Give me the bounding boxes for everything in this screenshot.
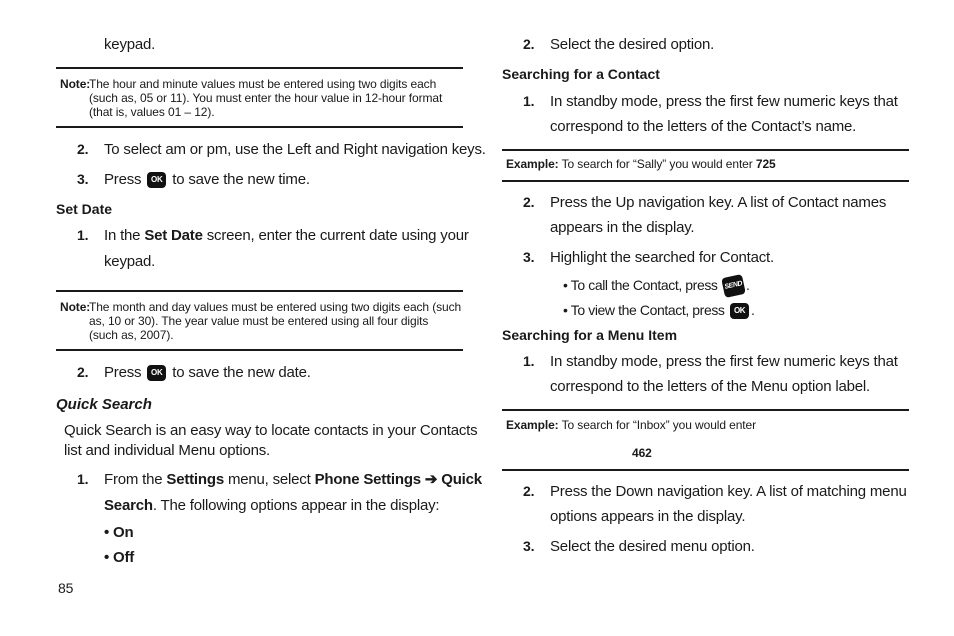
ok-key-icon: OK — [147, 365, 166, 381]
example1-bottom-rule — [502, 180, 909, 182]
note2-label: Note: — [60, 300, 91, 314]
line2: correspond to the letters of the Menu option label. — [550, 378, 871, 395]
note1 — [60, 77, 462, 119]
step-text-post: to save the new time. — [172, 171, 310, 188]
step-text: Select the desired menu option. — [550, 538, 755, 555]
set-date-step-2 — [77, 360, 311, 385]
step-text-pre: In the — [104, 227, 141, 244]
bullet-text: To call the Contact, press — [570, 277, 718, 293]
page-number: 85 — [58, 580, 74, 596]
step-number: 1. — [77, 227, 89, 243]
step-text-post: screen, enter the current date using your — [206, 227, 469, 244]
option-off: • Off — [104, 549, 135, 566]
ok-key-icon: OK — [147, 172, 166, 188]
contact-step-3 — [523, 245, 774, 270]
searching-contact-heading: Searching for a Contact — [502, 66, 660, 82]
quick-search-intro — [64, 421, 477, 461]
example1-label: Example: — [506, 157, 559, 171]
step-number: 2. — [523, 483, 535, 499]
set-date-step-1 — [77, 223, 469, 270]
example2-top-rule — [502, 409, 909, 411]
note1-line3: (that is, values 01 – 12). — [89, 105, 215, 119]
line2: appears in the display. — [550, 219, 695, 236]
quick-search-heading: Quick Search — [56, 396, 152, 413]
ok-key-icon: OK — [730, 303, 749, 319]
line1: Press the Up navigation key. A list of Contact names — [550, 194, 887, 211]
phone-settings-path: Phone Settings ➔ Quick — [314, 471, 482, 488]
bullet-view-contact: • To view the Contact, press OK . — [563, 302, 755, 318]
line1: Press the Down navigation key. A list of matching menu — [550, 483, 907, 500]
example2-label: Example: — [506, 418, 559, 432]
note2 — [60, 300, 462, 342]
step-2-time — [77, 137, 486, 162]
send-key-icon: SEND — [721, 274, 746, 298]
quick-search-path: Search — [104, 497, 153, 514]
contact-step-2 — [523, 190, 887, 236]
step-number: 1. — [77, 471, 89, 487]
example2-text: To search for “Inbox” you would enter — [561, 418, 756, 432]
option-on: • On — [104, 524, 134, 541]
note1-bottom-rule — [56, 126, 463, 128]
step-number: 2. — [77, 141, 89, 157]
note2-top-rule — [56, 290, 463, 292]
quick-search-step-1 — [77, 467, 482, 514]
line1: In standby mode, press the first few numeric keys that — [550, 93, 898, 110]
step-number: 2. — [523, 194, 535, 210]
note1-line1: The hour and minute values must be entered using two digits each — [89, 77, 437, 91]
step-3-time — [77, 167, 310, 192]
note2-bottom-rule — [56, 349, 463, 351]
text-mid: menu, select — [227, 471, 311, 488]
step-number: 1. — [523, 353, 535, 369]
menu-step-2 — [523, 479, 907, 525]
example2 — [506, 418, 756, 432]
text-pre: From the — [104, 471, 163, 488]
intro-line2: list and individual Menu options. — [64, 442, 271, 459]
option-on-label: On — [113, 524, 134, 541]
step-text: To select am or pm, use the Left and Right navigation keys. — [104, 141, 486, 158]
example1-top-rule — [502, 149, 909, 151]
menu-step-3 — [523, 534, 755, 559]
step-2-select-option — [523, 32, 715, 57]
settings-menu-name: Settings — [166, 471, 224, 488]
step-number: 2. — [77, 364, 89, 380]
step-text-post: to save the new date. — [172, 364, 311, 381]
step-number: 3. — [77, 171, 89, 187]
bullet-call-contact: • To call the Contact, press SEND . — [563, 273, 750, 298]
step-text: Select the desired option. — [550, 36, 715, 53]
step-text-line2: keypad. — [104, 253, 156, 270]
note2-line1: The month and day values must be entered using two digits each (such — [89, 300, 462, 314]
step-text: Highlight the searched for Contact. — [550, 249, 774, 266]
option-off-label: Off — [113, 549, 135, 566]
example1 — [506, 157, 776, 171]
example1-value: 725 — [755, 157, 776, 171]
example2-value: 462 — [632, 446, 652, 460]
contact-step-1 — [523, 89, 898, 135]
intro-line1: Quick Search is an easy way to locate contacts in your Contacts — [64, 422, 478, 439]
note2-line2: as, 10 or 30). The year value must be entered using all four digits — [89, 314, 429, 328]
searching-menu-heading: Searching for a Menu Item — [502, 327, 678, 343]
line2: correspond to the letters of the Contact’s name. — [550, 118, 857, 135]
step-number: 3. — [523, 249, 535, 265]
menu-step-1 — [523, 349, 898, 395]
set-date-heading: Set Date — [56, 201, 113, 217]
example2-bottom-rule — [502, 469, 909, 471]
step-number: 2. — [523, 36, 535, 52]
step-text-pre: Press — [104, 364, 142, 381]
line1: In standby mode, press the first few numeric keys that — [550, 353, 898, 370]
step-number: 1. — [523, 93, 535, 109]
step-text-pre: Press — [104, 171, 142, 188]
line2: options appears in the display. — [550, 508, 746, 525]
note1-line2: (such as, 05 or 11). You must enter the hour value in 12-hour format — [89, 91, 443, 105]
step-number: 3. — [523, 538, 535, 554]
note1-label: Note: — [60, 77, 91, 91]
set-date-bold: Set Date — [144, 227, 203, 244]
bullet-text: To view the Contact, press — [570, 302, 725, 318]
keypad-continuation: keypad. — [104, 36, 156, 53]
example1-text: To search for “Sally” you would enter — [561, 157, 753, 171]
note2-line3: (such as, 2007). — [89, 328, 174, 342]
note1-top-rule — [56, 67, 463, 69]
text-post: . The following options appear in the display: — [152, 497, 440, 514]
